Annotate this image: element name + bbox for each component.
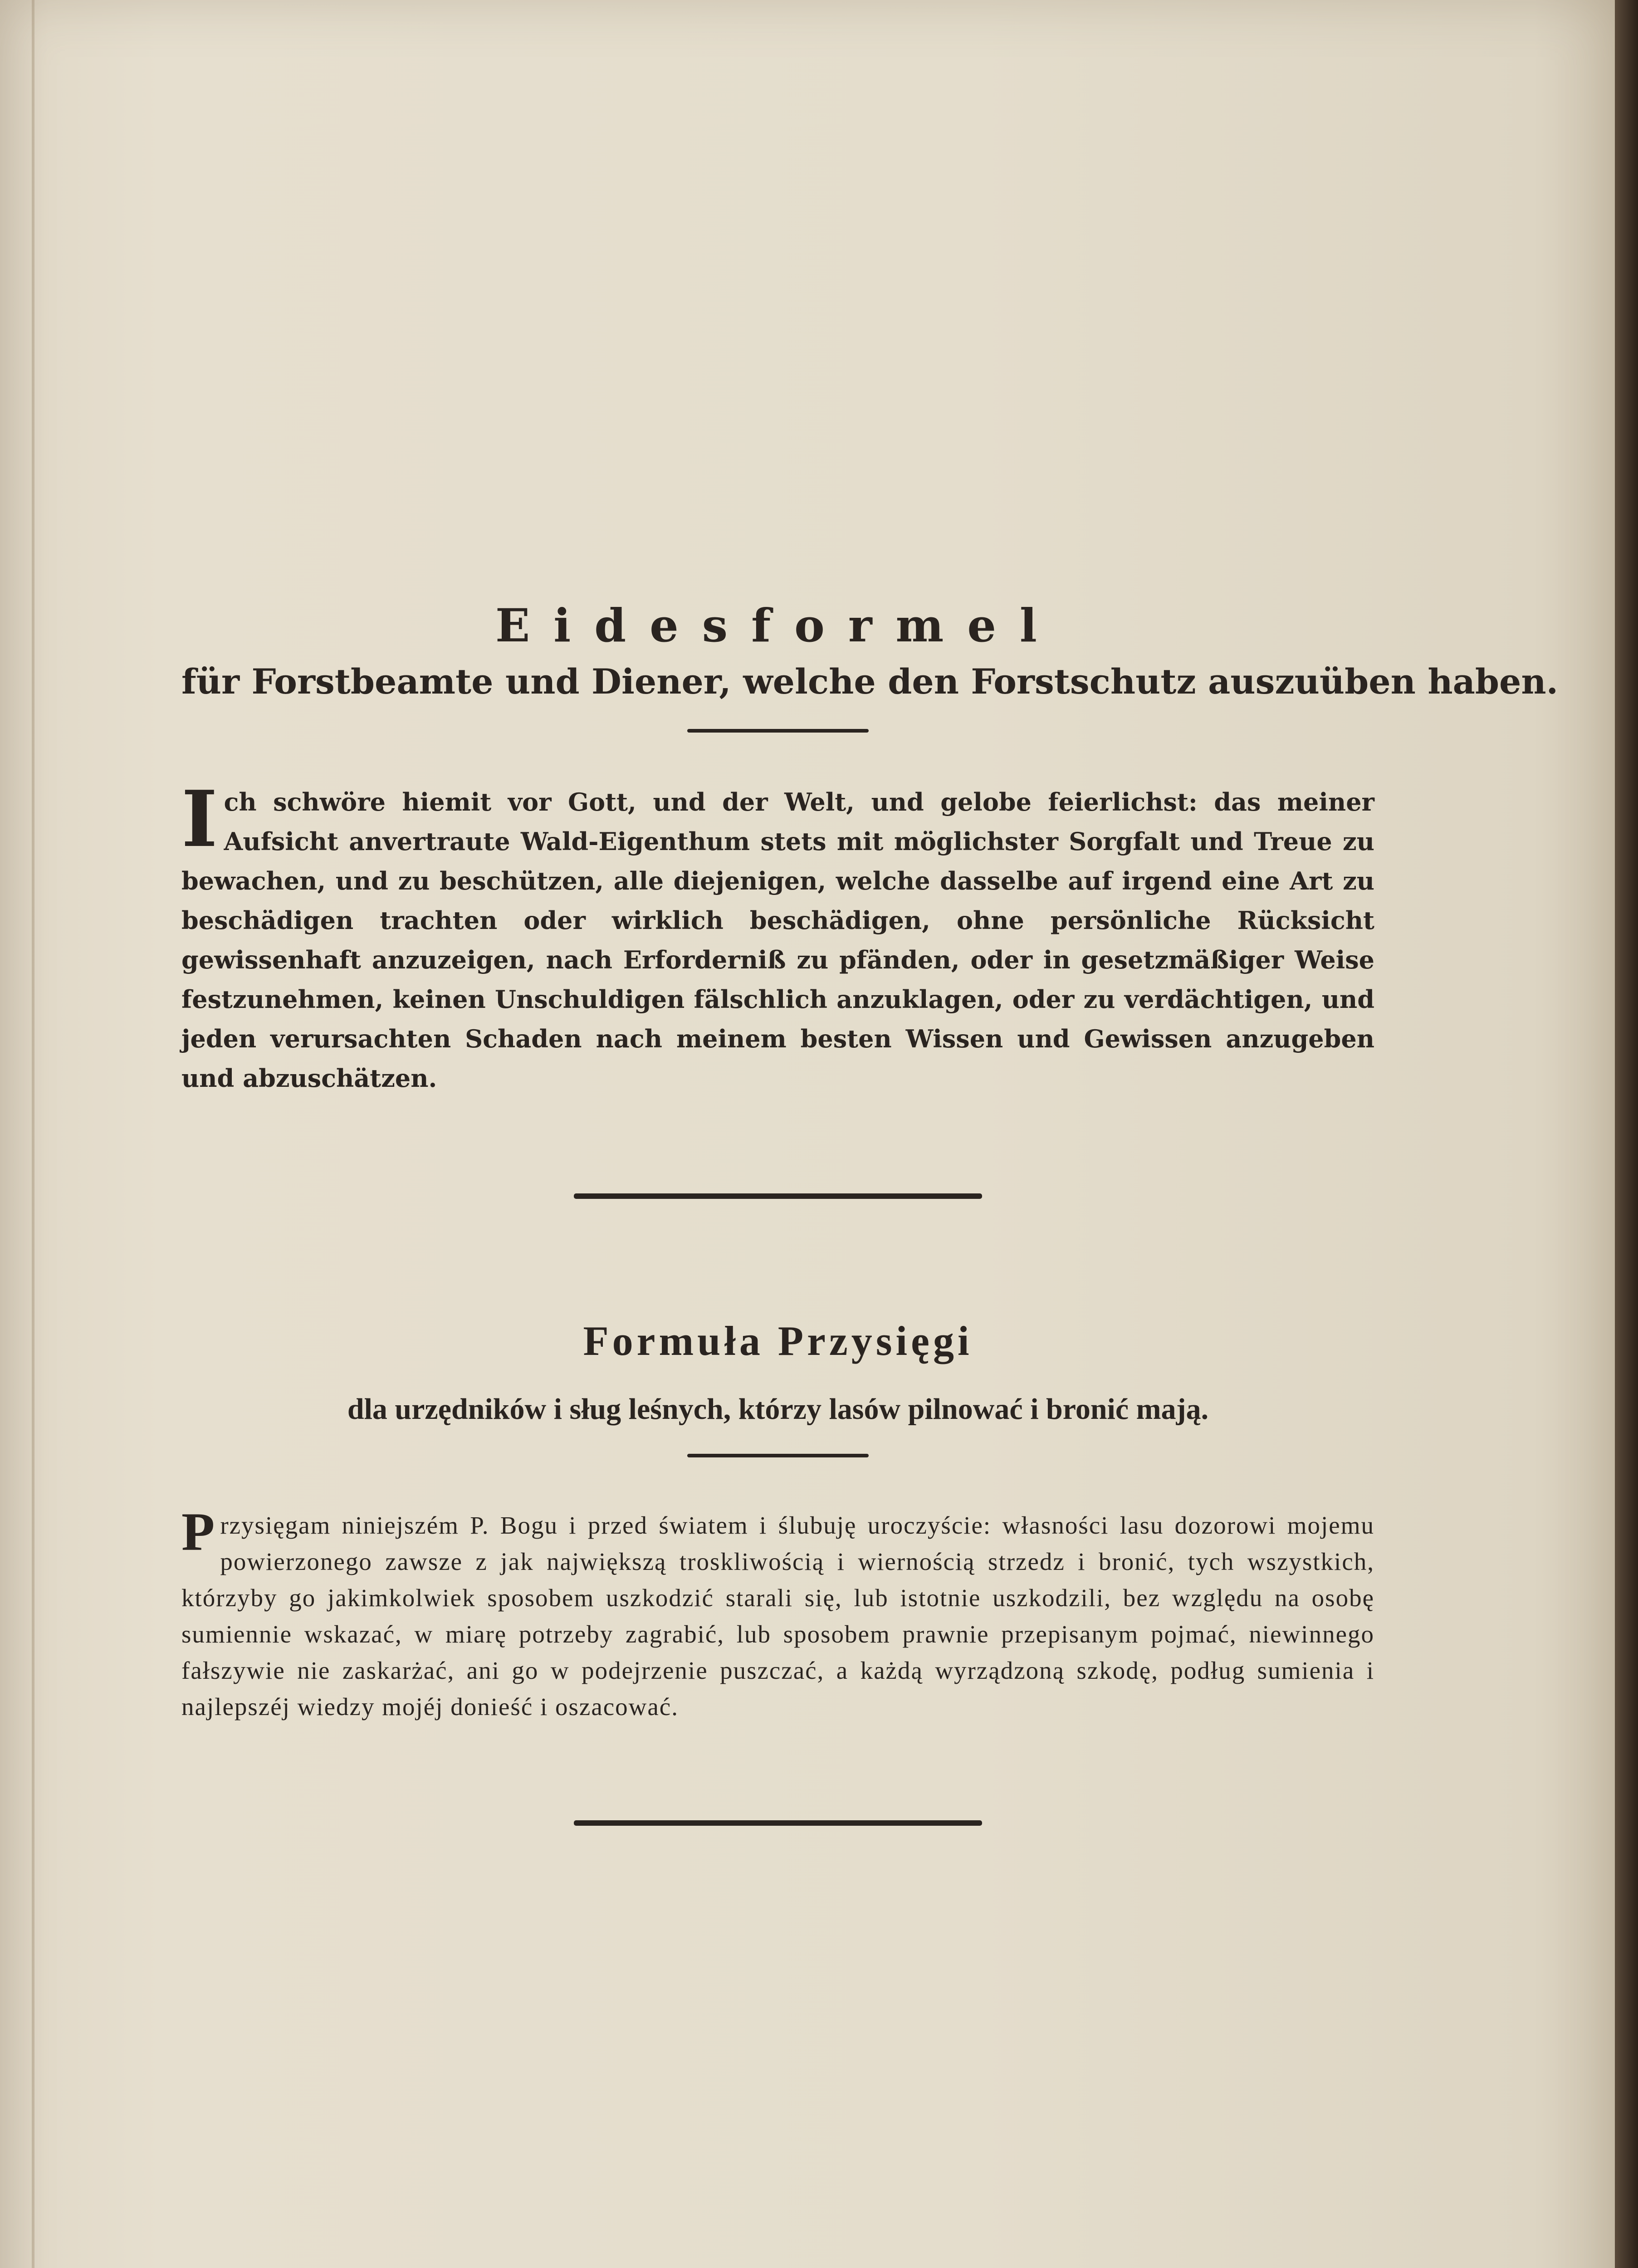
german-title: Eidesformel [495, 599, 1061, 652]
document-content [181, 599, 1559, 1826]
page-fold [32, 0, 34, 2268]
polish-title: Formuła Przysięgi [583, 1318, 973, 1364]
german-dropcap: I [181, 774, 218, 865]
section-divider [574, 1193, 982, 1199]
polish-oath-text [181, 1501, 1374, 1725]
german-subtitle: für Forstbeamte und Diener, welche den Forstschutz auszuüben haben. [181, 661, 1559, 702]
polish-title-divider [687, 1454, 869, 1457]
polish-dropcap: P [181, 1501, 216, 1562]
german-oath-text [181, 774, 1374, 1098]
polish-oath-body: rzysięgam niniejszém P. Bogu i przed światem i ślubuję uroczyście: własności lasu dozorowi mojemu powierzonego zawsze z jak największą troskliwością i wiernością strzedz i bronić, tych wszystkich, którzyby go jakimkolwiek sposobem uszkodzić starali się, lub istotnie uszkodzili, bez względu na osobę sumiennie wskazać, w miarę potrzeby zagrabić, lub sposobem prawnie przepisanym pojmać, niewinnego fałszywie nie zaskarżać, ani go w podejrzenie puszczać, a każdą wyrządzoną szkodę, podług sumienia i najlepszéj wiedzy mojéj donieść i oszacować. [181, 1511, 1374, 1721]
german-oath-body: ch schwöre hiemit vor Gott, und der Welt, und gelobe feierlichst: das meiner Aufsicht anvertraute Wald-Eigenthum stets mit möglichster Sorgfalt und Treue zu bewachen, und zu beschützen, alle diejenigen, welche dasselbe auf irgend eine Art zu beschädigen trachten oder wirklich beschädigen, ohne persönliche Rücksicht gewissenhaft anzuzeigen, nach Erforderniß zu pfänden, oder in gesetzmäßiger Weise festzunehmen, keinen Unschuldigen fälschlich anzuklagen, oder zu verdächtigen, und jeden verursachten Schaden nach meinem besten Wissen und Gewissen anzugeben und abzuschätzen. [181, 787, 1374, 1093]
closing-divider [574, 1820, 982, 1826]
scan-edge [1615, 0, 1638, 2268]
polish-subtitle: dla urzędników i sług leśnych, którzy lasów pilnować i bronić mają. [347, 1393, 1209, 1426]
german-title-divider [687, 729, 869, 733]
